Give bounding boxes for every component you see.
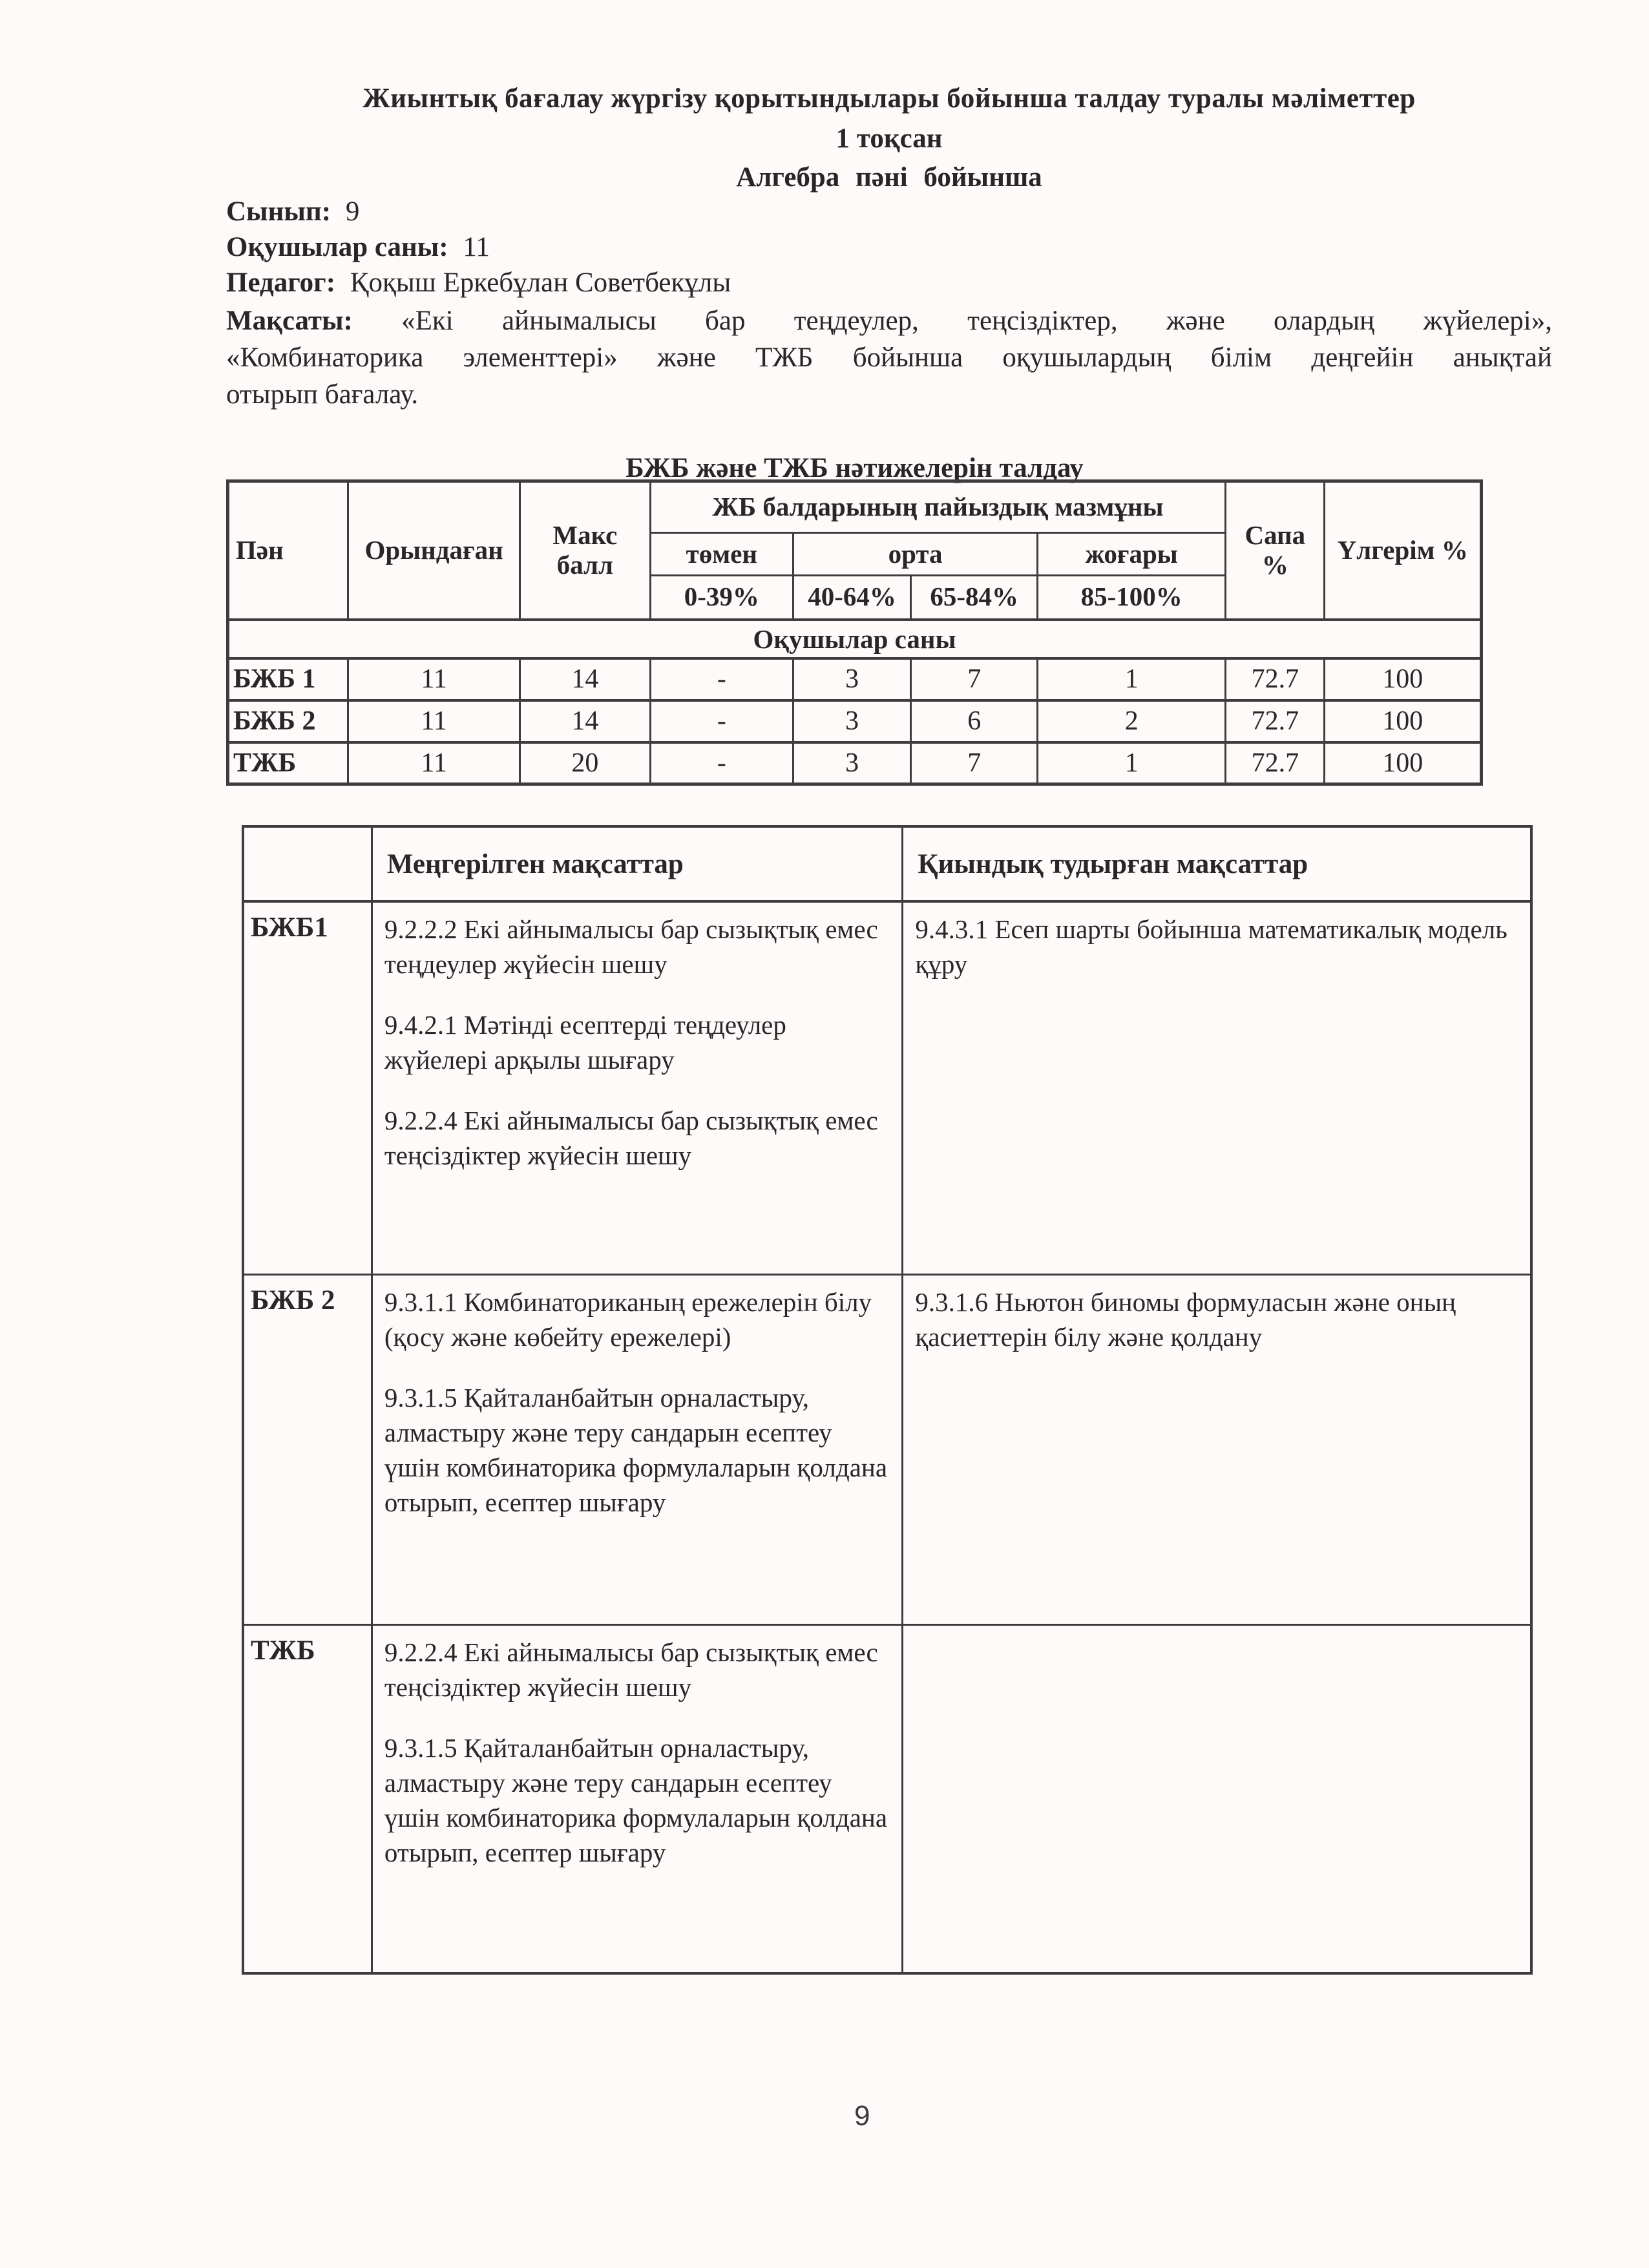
col-header-mastered: Меңгерілген мақсаттар	[372, 826, 903, 901]
goal-text-1: «Екі айнымалысы бар теңдеулер, теңсіздіктер, және олардың жүйелері»,	[401, 306, 1552, 336]
class-label: Сынып:	[226, 196, 331, 227]
bjb2-mid1: 3	[793, 700, 910, 742]
goal-line-1	[226, 302, 1552, 339]
class-line	[226, 196, 1552, 228]
bjb2-high: 2	[1038, 700, 1226, 742]
objective-item: 9.3.1.1 Комбинаториканың ережелерін білу (қосу және көбейту ережелері)	[384, 1286, 872, 1352]
tjb-high: 1	[1038, 742, 1226, 784]
tjb-low: -	[650, 742, 793, 784]
range-high: 85-100%	[1038, 576, 1226, 620]
bjb2-mastered-objectives	[372, 1274, 903, 1624]
bjb1-high: 1	[1038, 658, 1226, 700]
objective-item: 9.2.2.4 Екі айнымалысы бар сызықтық емес теңсіздіктер жүйесін шешу	[384, 1106, 878, 1170]
bjb2-mid2: 6	[911, 700, 1038, 742]
quarter-line: 1 тоқсан	[835, 123, 943, 154]
teacher-value: Қоқыш Еркебұлан Советбекұлы	[350, 268, 731, 298]
results-table	[226, 479, 1483, 786]
tjb-mastered-objectives	[372, 1624, 903, 1973]
objectives-label-tjb: ТЖБ	[243, 1624, 372, 1973]
bjb1-mastered-objectives	[372, 901, 903, 1274]
tjb-max: 20	[520, 742, 651, 784]
bjb1-max: 14	[520, 658, 651, 700]
col-header-middle: орта	[793, 533, 1037, 576]
row-label-tjb: ТЖБ	[228, 742, 348, 784]
bjb2-progress: 100	[1325, 700, 1482, 742]
objectives-row-bjb1	[243, 901, 1531, 1274]
tjb-quality: 72.7	[1226, 742, 1325, 784]
tjb-completed: 11	[348, 742, 520, 784]
students-label: Оқушылар саны:	[226, 232, 448, 262]
bjb1-mid2: 7	[911, 658, 1038, 700]
table-row-bjb2	[228, 700, 1482, 742]
objective-item: 9.4.3.1 Есеп шарты бойынша математикалық модель құру	[915, 914, 1507, 979]
bjb2-completed: 11	[348, 700, 520, 742]
col-header-difficult: Қиындық тудырған мақсаттар	[903, 826, 1531, 901]
col-header-score-percentage-group: ЖБ балдарының пайыздық мазмұны	[650, 481, 1225, 533]
class-value: 9	[345, 196, 360, 227]
bjb2-max: 14	[520, 700, 651, 742]
subject-line: Алгебра пәні бойынша	[736, 162, 1042, 193]
goal-line-2: «Комбинаторика элементтері» және ТЖБ бойынша оқушылардың білім деңгейін анықтай	[226, 342, 1552, 373]
teacher-label: Педагог:	[226, 268, 336, 298]
objective-item: 9.3.1.6 Ньютон биномы формуласын және оның қасиеттерін білу және қолдану	[915, 1286, 1456, 1352]
col-header-low: төмен	[650, 533, 793, 576]
objectives-table	[242, 825, 1533, 1975]
objectives-label-bjb1: БЖБ1	[243, 901, 372, 1274]
objective-item: 9.3.1.5 Қайталанбайтын орналастыру, алмастыру және теру сандарын есептеу үшін комбинаторика формулаларын қолдана отырып, есептер шығару	[384, 1732, 888, 1867]
tjb-mid2: 7	[911, 742, 1038, 784]
tjb-difficult-objectives	[903, 1624, 1531, 1973]
range-low: 0-39%	[650, 576, 793, 620]
goal-paragraph	[226, 302, 1552, 413]
bjb1-quality: 72.7	[1226, 658, 1325, 700]
bjb1-low: -	[650, 658, 793, 700]
col-header-quality: Сапа %	[1226, 481, 1325, 620]
objective-item: 9.2.2.2 Екі айнымалысы бар сызықтық емес теңдеулер жүйесін шешу	[384, 914, 878, 979]
objectives-row-bjb2	[243, 1274, 1531, 1624]
goal-label: Мақсаты:	[226, 306, 353, 336]
bjb2-difficult-objectives	[903, 1274, 1531, 1624]
objective-item: 9.3.1.5 Қайталанбайтын орналастыру, алмастыру және теру сандарын есептеу үшін комбинаторика формулаларын қолдана отырып, есептер шығару	[384, 1382, 888, 1517]
students-count-banner: Оқушылар саны	[228, 620, 1482, 658]
range-mid-1: 40-64%	[793, 576, 910, 620]
objectives-row-tjb	[243, 1624, 1531, 1973]
bjb1-difficult-objectives	[903, 901, 1531, 1274]
objectives-empty-header	[243, 826, 372, 901]
row-label-bjb2: БЖБ 2	[228, 700, 348, 742]
tjb-progress: 100	[1325, 742, 1482, 784]
page-number: 9	[854, 2100, 870, 2132]
row-label-bjb1: БЖБ 1	[228, 658, 348, 700]
bjb2-low: -	[650, 700, 793, 742]
col-header-progress: Үлгерім %	[1325, 481, 1482, 620]
bjb1-mid1: 3	[793, 658, 910, 700]
students-value: 11	[463, 232, 490, 262]
table-row-bjb1	[228, 658, 1482, 700]
objective-item: 9.2.2.4 Екі айнымалысы бар сызықтық емес теңсіздіктер жүйесін шешу	[384, 1637, 878, 1702]
col-header-max-score: Макс балл	[520, 481, 651, 620]
results-table-title: БЖБ және ТЖБ нәтижелерін талдау	[625, 453, 1084, 483]
goal-line-3: отырып бағалау.	[226, 379, 419, 410]
bjb2-quality: 72.7	[1226, 700, 1325, 742]
range-mid-2: 65-84%	[911, 576, 1038, 620]
objective-item: 9.4.2.1 Мәтінді есептерді теңдеулер жүйелері арқылы шығару	[384, 1010, 786, 1075]
document-title: Жиынтық бағалау жүргізу қорытындылары бойынша талдау туралы мәліметтер	[362, 83, 1416, 114]
students-line	[226, 231, 1552, 264]
bjb1-progress: 100	[1325, 658, 1482, 700]
col-header-subject: Пән	[228, 481, 348, 620]
col-header-high: жоғары	[1038, 533, 1226, 576]
teacher-line	[226, 267, 1552, 299]
bjb1-completed: 11	[348, 658, 520, 700]
col-header-completed: Орындаған	[348, 481, 520, 620]
objectives-label-bjb2: БЖБ 2	[243, 1274, 372, 1624]
table-row-tjb	[228, 742, 1482, 784]
tjb-mid1: 3	[793, 742, 910, 784]
